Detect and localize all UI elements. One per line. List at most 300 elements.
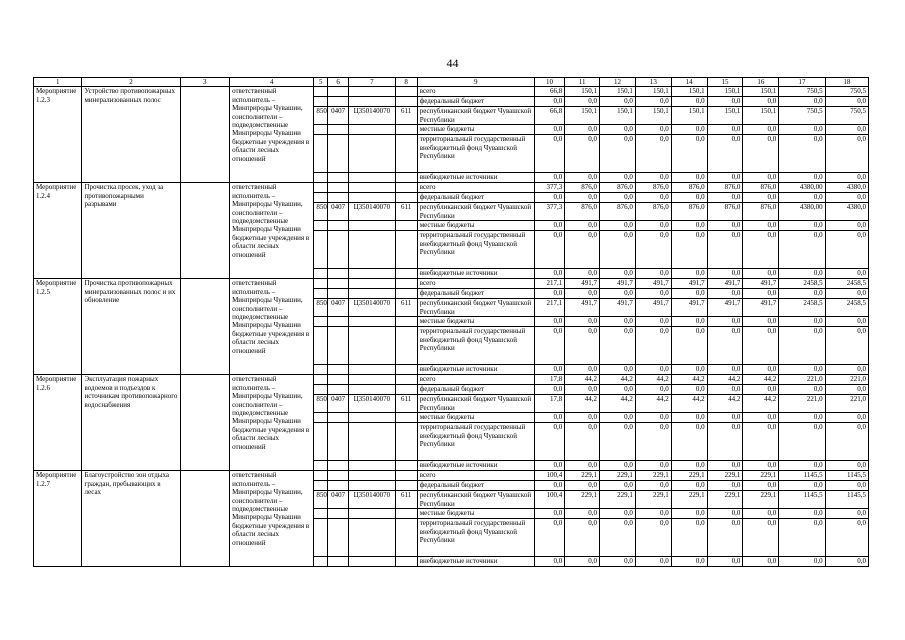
budget-code-cell xyxy=(349,375,395,385)
amount-cell: 0,0 xyxy=(707,269,743,279)
amount-cell: 44,2 xyxy=(743,375,779,385)
amount-cell: 0,0 xyxy=(635,173,671,183)
budget-code-cell xyxy=(395,385,417,395)
budget-code-cell xyxy=(328,221,349,231)
amount-cell: 0,0 xyxy=(707,385,743,395)
amount-cell: 0,0 xyxy=(565,97,600,107)
amount-cell: 491,7 xyxy=(707,279,743,289)
budget-code-cell xyxy=(328,317,349,327)
amount-cell: 0,0 xyxy=(635,231,671,269)
amount-cell: 0,0 xyxy=(565,269,600,279)
amount-cell: 0,0 xyxy=(600,423,636,461)
empty-cell xyxy=(180,183,230,279)
budget-code-cell xyxy=(395,135,417,173)
amount-cell: 221,0 xyxy=(825,395,868,413)
amount-cell: 100,4 xyxy=(534,471,565,481)
budget-code-cell xyxy=(395,125,417,135)
col-header: 5 xyxy=(314,78,328,87)
amount-cell: 44,2 xyxy=(743,395,779,413)
amount-cell: 491,7 xyxy=(743,279,779,289)
amount-cell: 0,0 xyxy=(779,289,825,299)
budget-code-cell xyxy=(314,557,328,567)
amount-cell: 0,0 xyxy=(779,193,825,203)
budget-code-cell xyxy=(349,519,395,557)
amount-cell: 0,0 xyxy=(534,135,565,173)
amount-cell: 0,0 xyxy=(600,327,636,365)
budget-code-cell xyxy=(395,519,417,557)
funding-source: территориальный государственный внебюджетный фонд Чувашской Республики xyxy=(417,135,534,173)
amount-cell: 2458,5 xyxy=(779,299,825,317)
amount-cell: 0,0 xyxy=(743,461,779,471)
amount-cell: 0,0 xyxy=(779,125,825,135)
funding-source: всего xyxy=(417,471,534,481)
amount-cell: 0,0 xyxy=(825,317,868,327)
budget-code-cell xyxy=(328,557,349,567)
budget-code-cell: 0407 xyxy=(328,395,349,413)
budget-code-cell xyxy=(349,231,395,269)
amount-cell: 0,0 xyxy=(671,173,707,183)
amount-cell: 150,1 xyxy=(671,87,707,97)
budget-code-cell xyxy=(349,423,395,461)
amount-cell: 0,0 xyxy=(743,317,779,327)
table-row xyxy=(34,87,869,97)
budget-code-cell: 0407 xyxy=(328,299,349,317)
activity-name: Устройство противопожарных минерализованных полос xyxy=(82,87,180,183)
amount-cell: 0,0 xyxy=(565,317,600,327)
budget-code-cell xyxy=(349,365,395,375)
budget-code-cell: 0407 xyxy=(328,107,349,125)
amount-cell: 4380,0 xyxy=(825,203,868,221)
amount-cell: 0,0 xyxy=(743,413,779,423)
amount-cell: 44,2 xyxy=(635,395,671,413)
budget-code-cell xyxy=(328,193,349,203)
amount-cell: 0,0 xyxy=(671,461,707,471)
amount-cell: 0,0 xyxy=(743,289,779,299)
amount-cell: 491,7 xyxy=(707,299,743,317)
amount-cell: 0,0 xyxy=(600,231,636,269)
amount-cell: 0,0 xyxy=(825,289,868,299)
amount-cell: 0,0 xyxy=(534,289,565,299)
amount-cell: 0,0 xyxy=(635,413,671,423)
amount-cell: 0,0 xyxy=(600,173,636,183)
amount-cell: 0,0 xyxy=(671,97,707,107)
budget-code-cell xyxy=(314,173,328,183)
amount-cell: 0,0 xyxy=(671,423,707,461)
budget-code-cell: 0407 xyxy=(328,491,349,509)
amount-cell: 0,0 xyxy=(671,135,707,173)
amount-cell: 0,0 xyxy=(779,97,825,107)
amount-cell: 0,0 xyxy=(743,135,779,173)
amount-cell: 217,1 xyxy=(534,279,565,289)
amount-cell: 876,0 xyxy=(743,203,779,221)
funding-source: внебюджетные источники xyxy=(417,269,534,279)
amount-cell: 876,0 xyxy=(600,183,636,193)
amount-cell: 0,0 xyxy=(534,481,565,491)
responsible-executor: ответственный исполнитель – Минприроды Чувашии, соисполнители – подведомственные Минприроды Чувашии бюджетные учреждения в области лесных отношений xyxy=(230,87,314,183)
amount-cell: 0,0 xyxy=(825,461,868,471)
amount-cell: 0,0 xyxy=(825,557,868,567)
budget-code-cell xyxy=(395,461,417,471)
amount-cell: 150,1 xyxy=(671,107,707,125)
budget-code-cell xyxy=(314,279,328,289)
amount-cell: 150,1 xyxy=(707,107,743,125)
funding-source: территориальный государственный внебюджетный фонд Чувашской Республики xyxy=(417,423,534,461)
table-row xyxy=(34,183,869,193)
funding-source: внебюджетные источники xyxy=(417,173,534,183)
funding-source: внебюджетные источники xyxy=(417,461,534,471)
budget-code-cell xyxy=(395,87,417,97)
budget-code-cell xyxy=(395,509,417,519)
amount-cell: 150,1 xyxy=(743,87,779,97)
budget-code-cell xyxy=(349,279,395,289)
amount-cell: 0,0 xyxy=(825,481,868,491)
budget-code-cell xyxy=(328,365,349,375)
table-row xyxy=(34,279,869,289)
amount-cell: 0,0 xyxy=(671,289,707,299)
amount-cell: 44,2 xyxy=(671,395,707,413)
budget-code-cell: 0407 xyxy=(328,203,349,221)
budget-code-cell xyxy=(314,413,328,423)
amount-cell: 1145,5 xyxy=(779,471,825,481)
budget-code-cell: 850 xyxy=(314,107,328,125)
amount-cell: 0,0 xyxy=(565,413,600,423)
amount-cell: 0,0 xyxy=(825,385,868,395)
budget-code-cell xyxy=(328,289,349,299)
amount-cell: 0,0 xyxy=(825,125,868,135)
amount-cell: 0,0 xyxy=(707,173,743,183)
amount-cell: 229,1 xyxy=(707,471,743,481)
empty-cell xyxy=(180,471,230,567)
amount-cell: 0,0 xyxy=(565,385,600,395)
amount-cell: 0,0 xyxy=(534,269,565,279)
budget-code-cell: 611 xyxy=(395,395,417,413)
amount-cell: 0,0 xyxy=(743,365,779,375)
col-header: 2 xyxy=(82,78,180,87)
budget-code-cell xyxy=(328,269,349,279)
budget-code-cell xyxy=(395,375,417,385)
budget-code-cell xyxy=(395,231,417,269)
amount-cell: 0,0 xyxy=(779,135,825,173)
amount-cell: 0,0 xyxy=(534,97,565,107)
amount-cell: 0,0 xyxy=(635,135,671,173)
col-header: 15 xyxy=(707,78,743,87)
amount-cell: 0,0 xyxy=(825,135,868,173)
budget-code-cell xyxy=(349,557,395,567)
amount-cell: 0,0 xyxy=(707,327,743,365)
amount-cell: 229,1 xyxy=(565,491,600,509)
amount-cell: 4380,0 xyxy=(825,183,868,193)
amount-cell: 876,0 xyxy=(743,183,779,193)
activity-name: Благоустройство зон отдыха граждан, пребывающих в лесах xyxy=(82,471,180,567)
activity-label: Мероприятие 1.2.7 xyxy=(34,471,82,567)
amount-cell: 0,0 xyxy=(825,193,868,203)
budget-code-cell xyxy=(328,385,349,395)
budget-code-cell xyxy=(395,413,417,423)
budget-code-cell xyxy=(314,269,328,279)
amount-cell: 150,1 xyxy=(600,107,636,125)
column-number-row xyxy=(34,78,869,87)
amount-cell: 44,2 xyxy=(565,395,600,413)
amount-cell: 0,0 xyxy=(707,289,743,299)
amount-cell: 150,1 xyxy=(600,87,636,97)
budget-code-cell xyxy=(349,317,395,327)
amount-cell: 0,0 xyxy=(779,327,825,365)
budget-code-cell xyxy=(395,471,417,481)
amount-cell: 0,0 xyxy=(743,385,779,395)
budget-code-cell xyxy=(349,135,395,173)
amount-cell: 66,8 xyxy=(534,107,565,125)
budget-code-cell xyxy=(395,269,417,279)
amount-cell: 0,0 xyxy=(565,327,600,365)
amount-cell: 0,0 xyxy=(565,365,600,375)
amount-cell: 0,0 xyxy=(825,97,868,107)
amount-cell: 0,0 xyxy=(635,461,671,471)
amount-cell: 0,0 xyxy=(635,519,671,557)
budget-code-cell xyxy=(349,509,395,519)
funding-source: республиканский бюджет Чувашской Республики xyxy=(417,299,534,317)
budget-code-cell: 850 xyxy=(314,491,328,509)
amount-cell: 0,0 xyxy=(534,327,565,365)
amount-cell: 0,0 xyxy=(600,519,636,557)
amount-cell: 491,7 xyxy=(600,279,636,289)
amount-cell: 0,0 xyxy=(825,413,868,423)
amount-cell: 0,0 xyxy=(600,97,636,107)
amount-cell: 0,0 xyxy=(707,231,743,269)
amount-cell: 876,0 xyxy=(671,203,707,221)
amount-cell: 17,8 xyxy=(534,375,565,385)
amount-cell: 0,0 xyxy=(635,481,671,491)
col-header: 16 xyxy=(743,78,779,87)
amount-cell: 0,0 xyxy=(600,385,636,395)
amount-cell: 0,0 xyxy=(779,519,825,557)
amount-cell: 150,1 xyxy=(565,87,600,97)
amount-cell: 0,0 xyxy=(534,557,565,567)
amount-cell: 876,0 xyxy=(565,183,600,193)
amount-cell: 0,0 xyxy=(707,317,743,327)
budget-code-cell: 850 xyxy=(314,203,328,221)
amount-cell: 0,0 xyxy=(671,385,707,395)
amount-cell: 0,0 xyxy=(635,423,671,461)
amount-cell: 0,0 xyxy=(635,125,671,135)
activity-label: Мероприятие 1.2.5 xyxy=(34,279,82,375)
activity-label: Мероприятие 1.2.6 xyxy=(34,375,82,471)
amount-cell: 150,1 xyxy=(707,87,743,97)
budget-code-cell xyxy=(328,327,349,365)
funding-source: федеральный бюджет xyxy=(417,97,534,107)
amount-cell: 0,0 xyxy=(635,385,671,395)
budget-code-cell xyxy=(328,87,349,97)
amount-cell: 0,0 xyxy=(743,557,779,567)
amount-cell: 0,0 xyxy=(671,519,707,557)
amount-cell: 0,0 xyxy=(635,557,671,567)
budget-code-cell xyxy=(314,231,328,269)
budget-code-cell xyxy=(349,97,395,107)
activity-name: Прочистка противопожарных минерализованных полос и их обновление xyxy=(82,279,180,375)
amount-cell: 0,0 xyxy=(534,509,565,519)
budget-code-cell xyxy=(395,557,417,567)
budget-code-cell xyxy=(349,327,395,365)
amount-cell: 0,0 xyxy=(635,269,671,279)
budget-code-cell xyxy=(328,413,349,423)
funding-source: территориальный государственный внебюджетный фонд Чувашской Республики xyxy=(417,327,534,365)
amount-cell: 0,0 xyxy=(600,481,636,491)
amount-cell: 491,7 xyxy=(565,299,600,317)
budget-code-cell xyxy=(328,509,349,519)
amount-cell: 0,0 xyxy=(825,173,868,183)
amount-cell: 66,8 xyxy=(534,87,565,97)
funding-source: местные бюджеты xyxy=(417,413,534,423)
col-header: 13 xyxy=(635,78,671,87)
amount-cell: 221,0 xyxy=(825,375,868,385)
funding-source: республиканский бюджет Чувашской Республики xyxy=(417,107,534,125)
col-header: 11 xyxy=(565,78,600,87)
amount-cell: 0,0 xyxy=(565,461,600,471)
budget-code-cell xyxy=(349,461,395,471)
budget-code-cell xyxy=(349,183,395,193)
amount-cell: 491,7 xyxy=(600,299,636,317)
budget-code-cell xyxy=(314,87,328,97)
amount-cell: 44,2 xyxy=(600,375,636,385)
amount-cell: 0,0 xyxy=(671,557,707,567)
amount-cell: 0,0 xyxy=(635,509,671,519)
amount-cell: 150,1 xyxy=(635,87,671,97)
amount-cell: 750,5 xyxy=(825,87,868,97)
funding-source: всего xyxy=(417,375,534,385)
amount-cell: 0,0 xyxy=(825,269,868,279)
amount-cell: 491,7 xyxy=(635,279,671,289)
amount-cell: 0,0 xyxy=(707,519,743,557)
amount-cell: 150,1 xyxy=(565,107,600,125)
funding-source: территориальный государственный внебюджетный фонд Чувашской Республики xyxy=(417,519,534,557)
amount-cell: 0,0 xyxy=(825,221,868,231)
col-header: 18 xyxy=(825,78,868,87)
budget-code-cell xyxy=(395,327,417,365)
responsible-executor: ответственный исполнитель – Минприроды Чувашии, соисполнители – подведомственные Минприроды Чувашии бюджетные учреждения в области лесных отношений xyxy=(230,183,314,279)
amount-cell: 0,0 xyxy=(779,423,825,461)
amount-cell: 4380,00 xyxy=(779,203,825,221)
budget-code-cell xyxy=(314,509,328,519)
amount-cell: 0,0 xyxy=(779,385,825,395)
budget-code-cell xyxy=(328,135,349,173)
amount-cell: 0,0 xyxy=(671,193,707,203)
funding-source: республиканский бюджет Чувашской Республики xyxy=(417,491,534,509)
empty-cell xyxy=(180,375,230,471)
budget-code-cell xyxy=(314,519,328,557)
amount-cell: 0,0 xyxy=(600,461,636,471)
budget-code-cell: Ц350140070 xyxy=(349,299,395,317)
amount-cell: 100,4 xyxy=(534,491,565,509)
col-header: 3 xyxy=(180,78,230,87)
amount-cell: 750,5 xyxy=(825,107,868,125)
budget-code-cell: Ц350140070 xyxy=(349,203,395,221)
amount-cell: 0,0 xyxy=(635,317,671,327)
amount-cell: 0,0 xyxy=(534,317,565,327)
funding-source: всего xyxy=(417,183,534,193)
funding-source: федеральный бюджет xyxy=(417,481,534,491)
amount-cell: 0,0 xyxy=(707,193,743,203)
budget-code-cell xyxy=(395,97,417,107)
funding-source: всего xyxy=(417,279,534,289)
amount-cell: 0,0 xyxy=(671,365,707,375)
amount-cell: 750,5 xyxy=(779,87,825,97)
activity-name: Эксплуатация пожарных водоемов и подъездов к источникам противопожарного водоснабжения xyxy=(82,375,180,471)
amount-cell: 0,0 xyxy=(635,193,671,203)
amount-cell: 0,0 xyxy=(825,423,868,461)
amount-cell: 377,3 xyxy=(534,183,565,193)
amount-cell: 229,1 xyxy=(743,471,779,481)
budget-code-cell: Ц350140070 xyxy=(349,107,395,125)
amount-cell: 0,0 xyxy=(565,173,600,183)
amount-cell: 229,1 xyxy=(600,471,636,481)
funding-source: местные бюджеты xyxy=(417,221,534,231)
amount-cell: 0,0 xyxy=(825,231,868,269)
amount-cell: 44,2 xyxy=(707,395,743,413)
amount-cell: 0,0 xyxy=(534,125,565,135)
amount-cell: 44,2 xyxy=(565,375,600,385)
responsible-executor: ответственный исполнитель – Минприроды Чувашии, соисполнители – подведомственные Минприроды Чувашии бюджетные учреждения в области лесных отношений xyxy=(230,471,314,567)
empty-cell xyxy=(180,279,230,375)
amount-cell: 229,1 xyxy=(600,491,636,509)
amount-cell: 750,5 xyxy=(779,107,825,125)
table-row xyxy=(34,471,869,481)
amount-cell: 0,0 xyxy=(534,423,565,461)
budget-code-cell xyxy=(328,471,349,481)
amount-cell: 491,7 xyxy=(671,299,707,317)
amount-cell: 0,0 xyxy=(600,221,636,231)
budget-code-cell xyxy=(314,471,328,481)
amount-cell: 229,1 xyxy=(743,491,779,509)
amount-cell: 0,0 xyxy=(779,481,825,491)
budget-code-cell xyxy=(349,269,395,279)
amount-cell: 0,0 xyxy=(565,135,600,173)
amount-cell: 0,0 xyxy=(779,509,825,519)
budget-code-cell: 850 xyxy=(314,395,328,413)
budget-code-cell xyxy=(349,471,395,481)
budget-code-cell xyxy=(349,413,395,423)
amount-cell: 0,0 xyxy=(671,221,707,231)
col-header: 8 xyxy=(395,78,417,87)
amount-cell: 44,2 xyxy=(635,375,671,385)
amount-cell: 0,0 xyxy=(534,413,565,423)
budget-code-cell: 611 xyxy=(395,107,417,125)
budget-code-cell xyxy=(328,173,349,183)
amount-cell: 221,0 xyxy=(779,395,825,413)
budget-code-cell xyxy=(314,423,328,461)
amount-cell: 0,0 xyxy=(565,231,600,269)
budget-code-cell xyxy=(328,125,349,135)
amount-cell: 0,0 xyxy=(825,365,868,375)
funding-source: внебюджетные источники xyxy=(417,557,534,567)
amount-cell: 876,0 xyxy=(707,183,743,193)
amount-cell: 0,0 xyxy=(779,461,825,471)
amount-cell: 876,0 xyxy=(600,203,636,221)
amount-cell: 0,0 xyxy=(707,221,743,231)
amount-cell: 0,0 xyxy=(671,317,707,327)
col-header: 1 xyxy=(34,78,82,87)
amount-cell: 0,0 xyxy=(779,365,825,375)
budget-code-cell xyxy=(314,317,328,327)
budget-code-cell xyxy=(328,279,349,289)
budget-code-cell xyxy=(314,385,328,395)
amount-cell: 0,0 xyxy=(600,125,636,135)
amount-cell: 0,0 xyxy=(534,221,565,231)
budget-code-cell xyxy=(395,365,417,375)
amount-cell: 491,7 xyxy=(671,279,707,289)
amount-cell: 0,0 xyxy=(671,269,707,279)
table-row xyxy=(34,375,869,385)
budget-code-cell xyxy=(395,317,417,327)
funding-source: федеральный бюджет xyxy=(417,385,534,395)
